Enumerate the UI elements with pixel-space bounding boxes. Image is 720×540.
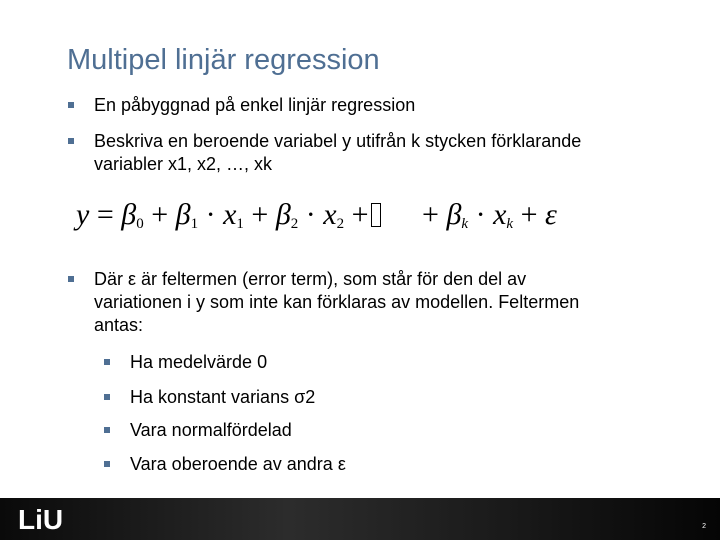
formula-plus: +	[520, 198, 538, 231]
formula-plus: +	[251, 198, 269, 231]
bullet-text: Beskriva en beroende variabel y utifrån k stycken förklarande	[94, 131, 582, 151]
bullet-text: Vara oberoende av andra ε	[130, 454, 346, 474]
formula-sub: 1	[236, 216, 244, 232]
bullet-marker	[104, 461, 110, 467]
bullet-marker	[104, 359, 110, 365]
bullet-text: variabler x1, x2, …, xk	[94, 154, 273, 174]
formula-dot: ·	[305, 198, 316, 231]
liu-logo: LiU	[18, 504, 64, 535]
bullet-text: En påbyggnad på enkel linjär regression	[94, 95, 416, 115]
formula-beta: β	[121, 198, 137, 231]
formula-sub: k	[506, 216, 514, 232]
footer-bar	[0, 498, 720, 540]
formula-beta: β	[446, 198, 462, 231]
bullet-text: Vara normalfördelad	[130, 420, 292, 440]
bullet-text: variationen i y som inte kan förklaras av modellen. Feltermen	[94, 292, 580, 312]
regression-formula	[76, 198, 557, 232]
bullet-marker	[104, 427, 110, 433]
formula-sub: 2	[290, 216, 299, 232]
bullet-marker	[68, 138, 74, 144]
missing-glyph-box	[371, 203, 381, 227]
formula-plus: +	[351, 198, 369, 231]
formula-dot: ·	[475, 198, 486, 231]
formula-sub: 2	[336, 216, 345, 232]
formula-epsilon: ε	[545, 198, 557, 231]
formula-sub: 1	[190, 216, 199, 232]
bullet-text: Där ε är feltermen (error term), som står för den del av	[94, 269, 527, 289]
formula-plus: +	[422, 198, 439, 231]
formula-dot: ·	[205, 198, 216, 231]
formula-x: x	[493, 198, 507, 231]
bullet-text: Ha konstant varians σ2	[130, 387, 316, 407]
formula-plus: +	[151, 198, 169, 231]
formula-y: y	[76, 198, 90, 231]
bullet-marker	[104, 394, 110, 400]
formula-eq: =	[96, 198, 114, 231]
formula-x: x	[323, 198, 337, 231]
slide-title: Multipel linjär regression	[67, 44, 380, 76]
bullet-marker	[68, 102, 74, 108]
formula-sub: 0	[136, 216, 144, 232]
formula-sub: k	[461, 216, 469, 232]
bullet-text: antas:	[94, 315, 144, 335]
formula-beta: β	[275, 198, 291, 231]
formula-x: x	[223, 198, 237, 231]
formula-beta: β	[175, 198, 191, 231]
bullet-text: Ha medelvärde 0	[130, 352, 268, 372]
page-number: 2	[702, 523, 706, 530]
bullet-marker	[68, 276, 74, 282]
